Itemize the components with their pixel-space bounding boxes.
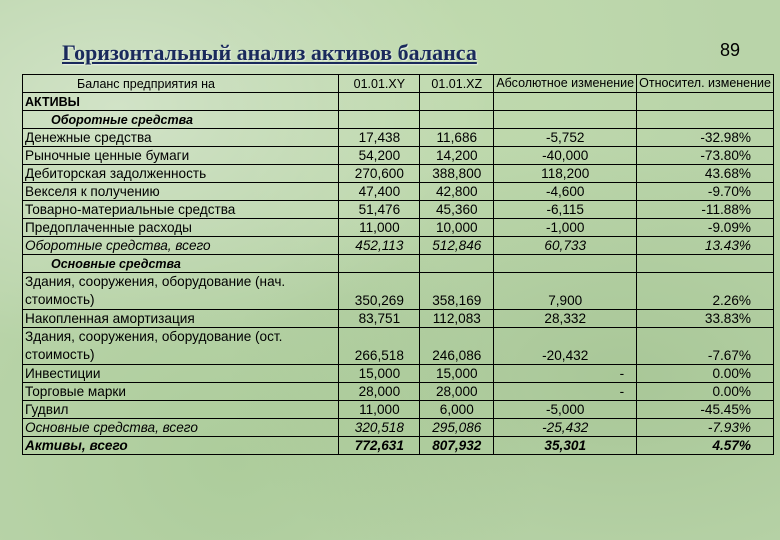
table-row [23, 383, 774, 401]
fixed-assets-header-row-label: Основные средства [23, 255, 339, 273]
value-date1: 772,631 [339, 437, 420, 455]
value-date2: 14,200 [420, 147, 494, 165]
value-date2: 388,800 [420, 165, 494, 183]
table-row [23, 129, 774, 147]
value-date1: 15,000 [339, 365, 420, 383]
value-rel-change: 13.43% [637, 237, 774, 255]
value-rel-change: -11.88% [637, 201, 774, 219]
value-rel-change: 33.83% [637, 310, 774, 328]
value-rel-change: 43.68% [637, 165, 774, 183]
table-row [23, 219, 774, 237]
current-assets-header-row-empty [637, 111, 774, 129]
value-abs-change: 60,733 [494, 237, 637, 255]
value-date2: 28,000 [420, 383, 494, 401]
row-label: Предоплаченные расходы [23, 219, 339, 237]
table-row [23, 401, 774, 419]
value-abs-change: -40,000 [494, 147, 637, 165]
row-label: Векселя к получению [23, 183, 339, 201]
row-label: Инвестиции [23, 365, 339, 383]
value-date1: 47,400 [339, 183, 420, 201]
fixed-assets-header-row-empty [420, 255, 494, 273]
value-date1: 54,200 [339, 147, 420, 165]
header-date1: 01.01.XY [339, 75, 420, 93]
current-assets-total-row [23, 237, 774, 255]
row-label: Торговые марки [23, 383, 339, 401]
row-label: Товарно-материальные средства [23, 201, 339, 219]
current-assets-header-row-empty [494, 111, 637, 129]
value-date1: 350,269 [339, 273, 420, 310]
value-rel-change: -32.98% [637, 129, 774, 147]
table-row [23, 273, 774, 310]
table-row [23, 328, 774, 365]
value-abs-change: 118,200 [494, 165, 637, 183]
value-rel-change: 2.26% [637, 273, 774, 310]
header-abs-change: Абсолютное изменение [494, 75, 637, 93]
value-abs-change: -5,000 [494, 401, 637, 419]
value-rel-change: 0.00% [637, 365, 774, 383]
slide-title: Горизонтальный анализ активов баланса [62, 40, 477, 65]
current-assets-header-row [23, 111, 774, 129]
balance-table [22, 74, 774, 455]
fixed-assets-header-row-empty [637, 255, 774, 273]
fixed-assets-header-row-empty [494, 255, 637, 273]
row-label: Рыночные ценные бумаги [23, 147, 339, 165]
value-date1: 270,600 [339, 165, 420, 183]
row-label: Накопленная амортизация [23, 310, 339, 328]
value-abs-change: -20,432 [494, 328, 637, 365]
value-abs-change: - [494, 383, 637, 401]
value-abs-change: -1,000 [494, 219, 637, 237]
page-number: 89 [720, 40, 741, 60]
section-assets-row-empty [494, 93, 637, 111]
row-label: Активы, всего [23, 437, 339, 455]
value-rel-change: -73.80% [637, 147, 774, 165]
value-date2: 295,086 [420, 419, 494, 437]
section-assets-row-label: АКТИВЫ [23, 93, 339, 111]
value-date1: 28,000 [339, 383, 420, 401]
section-assets-row-empty [637, 93, 774, 111]
value-date1: 452,113 [339, 237, 420, 255]
value-abs-change: 35,301 [494, 437, 637, 455]
value-date1: 17,438 [339, 129, 420, 147]
row-label: Здания, сооружения, оборудование (ост. стоимость) [23, 328, 339, 365]
fixed-assets-header-row [23, 255, 774, 273]
value-date2: 42,800 [420, 183, 494, 201]
value-date2: 6,000 [420, 401, 494, 419]
header-balance: Баланс предприятия на [23, 75, 339, 93]
value-date2: 512,846 [420, 237, 494, 255]
current-assets-header-row-label: Оборотные средства [23, 111, 339, 129]
value-date2: 45,360 [420, 201, 494, 219]
value-date2: 15,000 [420, 365, 494, 383]
value-abs-change: -6,115 [494, 201, 637, 219]
value-abs-change: -4,600 [494, 183, 637, 201]
table-row [23, 310, 774, 328]
value-rel-change: -45.45% [637, 401, 774, 419]
table-row [23, 183, 774, 201]
value-date1: 83,751 [339, 310, 420, 328]
value-date1: 320,518 [339, 419, 420, 437]
value-date1: 51,476 [339, 201, 420, 219]
value-date2: 807,932 [420, 437, 494, 455]
value-date1: 11,000 [339, 401, 420, 419]
value-rel-change: -7.93% [637, 419, 774, 437]
value-abs-change: - [494, 365, 637, 383]
value-date2: 10,000 [420, 219, 494, 237]
section-assets-row-empty [339, 93, 420, 111]
value-date2: 358,169 [420, 273, 494, 310]
header-date2: 01.01.XZ [420, 75, 494, 93]
value-rel-change: -9.70% [637, 183, 774, 201]
row-label: Оборотные средства, всего [23, 237, 339, 255]
value-rel-change: -9.09% [637, 219, 774, 237]
value-rel-change: 4.57% [637, 437, 774, 455]
table-row [23, 165, 774, 183]
section-assets-row [23, 93, 774, 111]
header-rel-change: Относител. изменение [637, 75, 774, 93]
value-date1: 11,000 [339, 219, 420, 237]
header-row [23, 75, 774, 93]
row-label: Основные средства, всего [23, 419, 339, 437]
value-date1: 266,518 [339, 328, 420, 365]
value-date2: 11,686 [420, 129, 494, 147]
section-assets-row-empty [420, 93, 494, 111]
row-label: Денежные средства [23, 129, 339, 147]
row-label: Здания, сооружения, оборудование (нач. стоимость) [23, 273, 339, 310]
value-abs-change: -25,432 [494, 419, 637, 437]
value-date2: 246,086 [420, 328, 494, 365]
table-row [23, 365, 774, 383]
value-abs-change: 7,900 [494, 273, 637, 310]
value-date2: 112,083 [420, 310, 494, 328]
value-rel-change: -7.67% [637, 328, 774, 365]
grand-total-row [23, 437, 774, 455]
fixed-assets-header-row-empty [339, 255, 420, 273]
current-assets-header-row-empty [339, 111, 420, 129]
row-label: Дебиторская задолженность [23, 165, 339, 183]
table-row [23, 147, 774, 165]
row-label: Гудвил [23, 401, 339, 419]
value-rel-change: 0.00% [637, 383, 774, 401]
fixed-assets-total-row [23, 419, 774, 437]
value-abs-change: 28,332 [494, 310, 637, 328]
current-assets-header-row-empty [420, 111, 494, 129]
table-row [23, 201, 774, 219]
value-abs-change: -5,752 [494, 129, 637, 147]
